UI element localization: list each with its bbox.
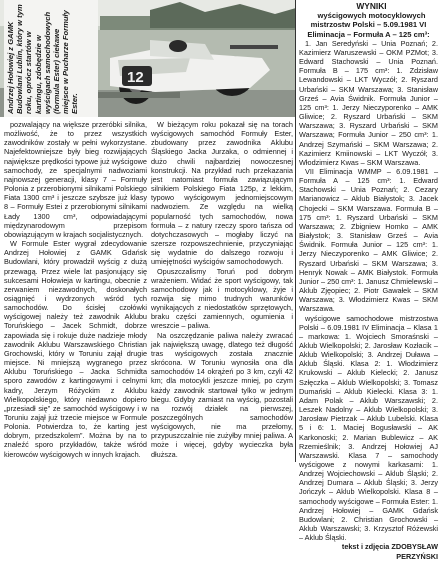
column-divider bbox=[295, 0, 296, 462]
article-paragraph: Opuszczalismy Toruń pod dobrym wrażeniem. Widać że sport wyścigowy, tak samochodowy jak i motocyklowy, żyje i rozwija się mimo trudnych warunków wynikających z niedostatków sprzętowych, braku części zamiennych, ogumienia i wreszcie – paliwa. bbox=[151, 266, 293, 331]
article-paragraph: W Formule Ester wygrał zdecydowanie Andrzej Hołowiej z GAMK Gdańsk Budowlani, który prowadził wyścig z dużą przewagą. Przez wiele lat pasjonujący się sukcesami Hołowieja w kartingu, obecnie z zerwaniem niezawodnych, doskonałych osiągnięć i wydrzonych wśród tych samochodów. Do ścisłej czołówki wyścigowej należy też zawodnik Aklubu Toruńskiego – Jacek Schmidt, dobrze zapowiada się i rokuje duże nadzieje młody zawodnik Aklubu Warszawskiego Christian Grochowski, który w Toruniu zajął drugie miejsce. Ni mniejszą wygranego przez Aklubu Toruńskiego – Jacka Schmidta sporo zawodów z kartingowymi i celnymi kadry, Jerzym Różyckim z Aklubu Wielkopolskiego, który niedawno dopiero „przesiadł się” ze samochód wyścigowy i w Toruniu zajął już trzecie miejsce w Formule Polonia. Potwierdza to, że karting jest dobrym, przedszkolem”. Można by na to znaleźć sporo przykładów, także wśród kierowców wyścigowych w innych krajach. bbox=[4, 239, 147, 459]
article-paragraph: pozwalający na większe przeróbki silnika, możliwość, że to przez wszystkich zawodników zostały w pełni wykorzystane. Najefektowniejsze były bieg rozwijających największe prędkości typowe już wyścigowe samochody, ze specjalnymi nadwoziami najnowszej generacji, klasy 7 – Formuły Polonia z przerobionymi silnikami Polskiego Fiata 1300 cm³ i jeszcze szybsze już klasy 8 – Formuły Estei z przerobionymi silnikami Łady 1300 cm³, odpowiadającymi międzynarodowym przepisom obowiązującym w krajach socjalistycznych. bbox=[4, 120, 147, 239]
author-credit: tekst i zdjęcia ZDOBYSŁAW PERZYŃSKI bbox=[341, 542, 438, 561]
results-section: 1. Jan Seredyński – Unia Poznań; 2. Kazimierz Waruszewski – OKM PZMot; 3. Edward Stachowski – Unia Poznań. Formuła B – 175 cm³: 1. Zdzisław Lewandowski – LKT Wyczół; 2. Ryszard Urbański – SKM Warszawa; 3. Stanisław Grześ – Avia Świdnik. Formuła Junior – 125 cm³: 1. Jerzy Nieczyporenko – AMK Gliwice; 2. Ryszard Urbański – SKM Warszawa; 3. Ryszard Urbański – SKM Warszawa; Formuła Junior – 250 cm³: 1. Andrzej Szymański – SKM Warszawa; 2. Kazimierz Kmiinowski – LKT Wyczół; 3. Włodzimierz Kwas – SKM Warszawa. bbox=[299, 38, 438, 167]
results-subheading: wyścigowych motocyklowych mistrzostw Polski – 5.09.1981 VI Eliminacja – Formuła A – 125 cm³: bbox=[307, 11, 430, 39]
article-paragraph: W bieżącym roku pokazał się na torach wyścigowych samochód Formuły Ester, zbudowany przez zawodnika Aklubu Śląskiego Jacka Jurzaka, o odmiennej i dużo chwili najbardziej nowoczesnej konstrukcji. Na przykład ruch przekazania jest natomiast formuła zawiązującym silnikiem Polskiego Fiata 125p, z lekkim, typowo wyścigowym jednomiejscowym nadwoziem. Ze względu na wielką popularność tych samochodów, nowa formuła – z natury rzeczy sporo tańsza od dotychczasowych – mogłaby liczyć na szersze rozpowszechnienie, przyczyniając się wydatnie do dalszego rozwoju i umiejętności wyścigów samochodowych. bbox=[151, 120, 293, 267]
results-section: wyścigowe samochodowe mistrzostwa Polski – 6.09.1981 IV Eliminacja – Klasa 1 – markowa: 1. Wojciech Smoraśnski – Aklub Wielkopolski; 2. Jarosław Kozłacik – Aklub Wielkopolski; 3. Andrzej Duława – Aklub Śląski. Klasa 2: 1. Włodzimierz Krukowski – Aklub Kielecki; 2. Janusz Szłęczka – Aklub Wielkopolski; 3. Tomasz Dumański – Aklub Kielecki. Klasa 3: 1. Adam Polak – Aklub Warszawski; 2. Leszek Nadolny – Aklub Wielkopolski; 3. Jarosław Pietrzak – Aklub Lubelski. Klasa 5 i 6: 1. Maciej Bogusławski – AK Karkonoski; 2. Marian Bublewicz – AK Rzemieślnik; 3. Andrzej Hołowiej AJ Warszawski. Klasa 7 – samochody wyścigowe z nowymi karkasami: 1. Andrzej Wojciechowski – Aklub Śląski; 2. Andrzej Dumara – Aklub Śląski; 3. Jerzy Jończyk – Aklub Wielkopolski. Klasa 8 – samochody wyścigowe – Formuła Ester: 1. Andrzej Hołowiej – GAMK Gdańsk Budowlani; 2. Christian Grochowski – Aklub Warszawski; 3. Krzysztof Różewski – Aklub Śląski. bbox=[299, 313, 438, 543]
article-paragraph: Na oszczędzanie paliwa należy zwracać jak największą uwagę, dlatego też długość tras wyścigowych została znacznie skrócona. W Toruniu wynosiła ona dla samochodów 14 okrążeń po 3 km, czyli 42 km; dla motocykli jeszcze mniej, po czym każdy zawodnik startował tylko w jednym biegu. Gdyby zamiast na wyścig, pozostali na rozwój działek na pierwszej, poszczególnych samochodów wyścigowych, nie ma przełomy, przypuszczalnie nie zużyłby mniej paliwa. A może i więcej, gdyby wycieczka była dłuższa. bbox=[151, 330, 293, 459]
photo-caption-box bbox=[4, 0, 98, 117]
results-column bbox=[299, 1, 438, 561]
results-section: VII Eliminacja WMMP – 6.09.1981 – Formuła A – 125 cm³: 1. Edward Stachowski – Unia Poznań; 2. Cezary Marianowicz – Aklub Białystok; 3. Jacek Chojecki – SKM Warszawa. Formuła B – 175 cm³: 1. Ryszard Urbański – SKM Warszawa; 2. Zbigniew Homko – AMK Białystok; 3. Stanisław Grześ – Avia Świdnik. Formuła Junior – 125 cm³: 1. Jerzy Nieczyporenko – AMK Gliwice; 2. Ryszard Urbański – SKM Warszawa; 3. Henryk Nowak – AMK Białystok. Formuła Junior – 250 cm³: 1. Janusz Chmielewski – Aklub Zjęopiec; 2. Piotr Gawałek – SKM Warszawa; 3. Włodzimierz Kwas – SKM Warszawa. bbox=[299, 167, 438, 314]
article-column-1 bbox=[4, 120, 147, 462]
photo-caption: Andrzej Hołowiej z GAMK Budowlani Lublin, który w tym roku, oprócz startów w kartingu, zdobędzie w wyścigach samochodowych (formula Ester) ciekawe miejsce w Pucharze Formuły Ester. bbox=[6, 4, 80, 114]
results-heading: WYNIKI bbox=[356, 1, 387, 11]
article-column-2 bbox=[151, 120, 293, 462]
svg-text:12: 12 bbox=[127, 69, 144, 86]
